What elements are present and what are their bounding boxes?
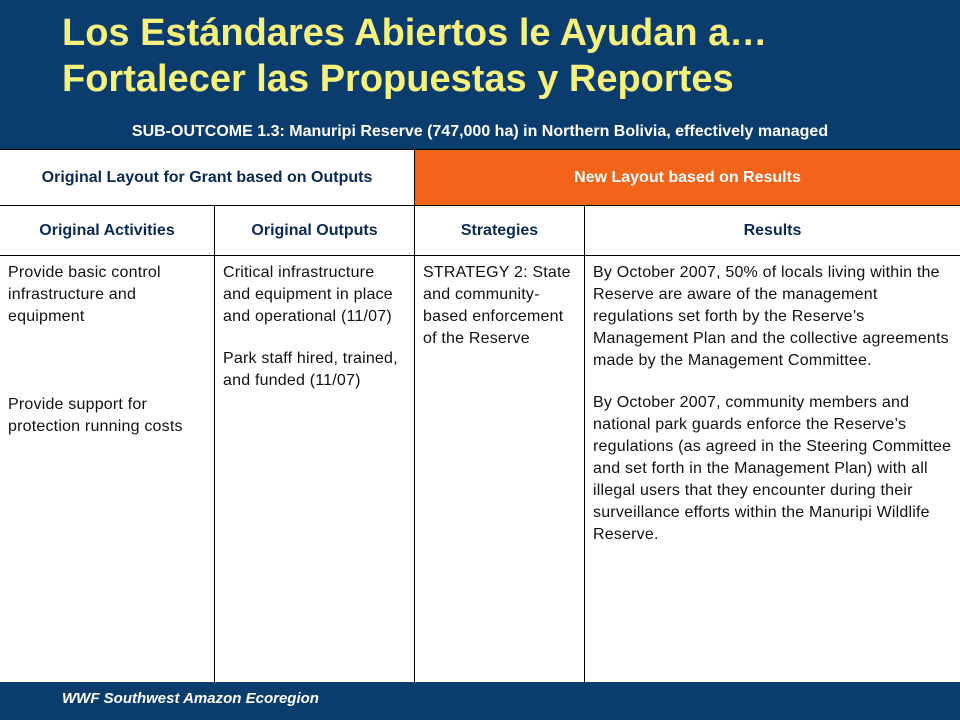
- output-item: Critical infrastructure and equipment in place and operational (11/07): [223, 264, 393, 325]
- table-row: [0, 256, 960, 682]
- activity-item: Provide basic control infrastructure and equipment: [8, 264, 161, 325]
- sub-outcome-header: SUB-OUTCOME 1.3: Manuripi Reserve (747,000 ha) in Northern Bolivia, effectively managed: [0, 114, 960, 150]
- column-header-row: [0, 206, 960, 256]
- strategies-cell: [415, 256, 585, 682]
- footer-organization: WWF Southwest Amazon Ecoregion: [62, 690, 319, 707]
- column-header-strategies: Strategies: [415, 206, 585, 256]
- slide-title: [62, 10, 942, 102]
- result-item: By October 2007, community members and national park guards enforce the Reserve’s regulations (as agreed in the Steering Committee and set forth in the Management Plan) with all illegal users that they encounter during their surveillance efforts within the Manuripi Wildlife Reserve.: [593, 394, 952, 543]
- strategy-item: STRATEGY 2: State and community-based enforcement of the Reserve: [423, 264, 571, 347]
- outputs-cell: [215, 256, 415, 682]
- activity-item: Provide support for protection running costs: [8, 396, 183, 435]
- column-header-outputs: Original Outputs: [215, 206, 415, 256]
- result-item: By October 2007, 50% of locals living within the Reserve are aware of the management regulations set forth by the Reserve’s Management Plan and the collective agreements made by the Management Committee.: [593, 264, 949, 369]
- activities-cell: [0, 256, 215, 682]
- results-table: [0, 114, 960, 682]
- title-line-2: Fortalecer las Propuestas y Reportes: [62, 58, 734, 100]
- results-cell: [585, 256, 960, 682]
- group-header-row: [0, 150, 960, 206]
- original-layout-header: Original Layout for Grant based on Outputs: [0, 150, 415, 206]
- column-header-results: Results: [585, 206, 960, 256]
- new-layout-header: New Layout based on Results: [415, 150, 960, 206]
- column-header-activities: Original Activities: [0, 206, 215, 256]
- output-item: Park staff hired, trained, and funded (11/07): [223, 350, 398, 389]
- title-line-1: Los Estándares Abiertos le Ayudan a…: [62, 12, 768, 54]
